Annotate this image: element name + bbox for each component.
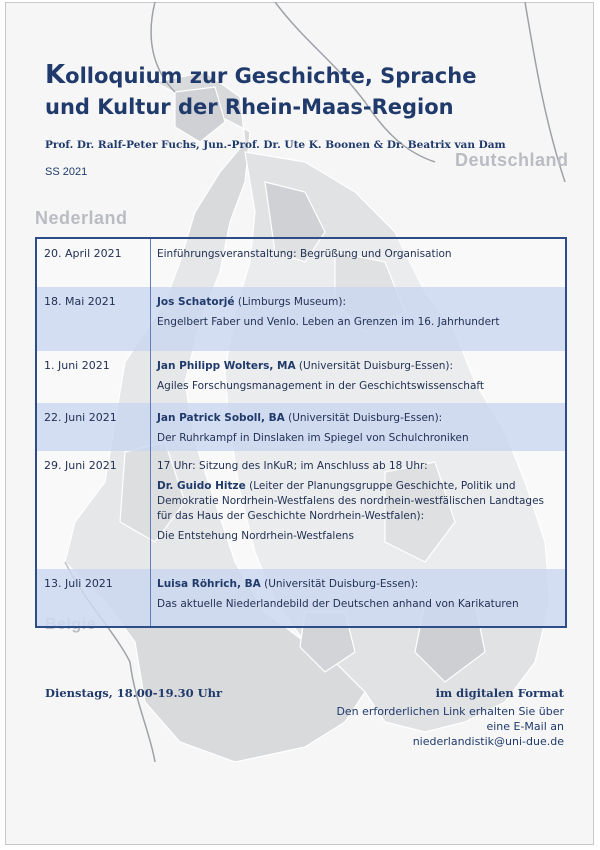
speaker-name: Jos Schatorjé [157,296,235,308]
title-initial: K [45,60,66,90]
row-date: 29. Juni 2021 [44,459,117,472]
row-date: 22. Juni 2021 [44,411,117,424]
talk-title: Das aktuelle Niederlandebild der Deutschen anhand von Karikaturen [157,598,519,610]
speaker-affiliation: (Leiter der Planungsgruppe Geschichte, Politik und Demokratie Nordrhein-Westfalens des nordrhein-westfälischen Landtages für das Haus der Geschichte Nordrhein-Westfalen): [157,480,545,522]
program-table [35,237,567,628]
row-content [157,247,557,262]
semester: SS 2021 [45,166,88,178]
talk-title: Der Ruhrkampf in Dinslaken im Spiegel von Schulchroniken [157,432,469,444]
title-line2: und Kultur der Rhein-Maas-Region [45,95,454,119]
row-date: 20. April 2021 [44,247,122,260]
country-label-deutschland: Deutschland [455,150,569,170]
row-content [157,411,557,446]
speaker-affiliation: (Limburgs Museum): [234,296,347,308]
table-row [37,403,565,451]
row-content [157,577,557,612]
session-note: 17 Uhr: Sitzung des InKuR; im Anschluss ab 18 Uhr: [157,460,428,472]
speaker-name: Luisa Röhrich, BA [157,578,261,590]
format-info [304,686,564,749]
row-content [157,459,557,544]
row-content [157,359,557,394]
column-divider [150,239,151,626]
email-address[interactable]: niederlandistik@uni-due.de [412,735,564,748]
talk-title: Einführungsveranstaltung: Begrüßung und Organisation [157,248,452,260]
row-date: 13. Juli 2021 [44,577,113,590]
title-line1: olloquium zur Geschichte, Sprache [65,64,477,88]
talk-title: Agiles Forschungsmanagement in der Geschichtswissenschaft [157,380,485,392]
table-row [37,351,565,403]
authors: Prof. Dr. Ralf-Peter Fuchs, Jun.-Prof. Dr. Ute K. Boonen & Dr. Beatrix van Dam [45,139,506,151]
speaker-affiliation: (Universität Duisburg-Essen): [260,578,419,590]
speaker-name: Dr. Guido Hitze [157,480,246,492]
speaker-affiliation: (Universität Duisburg-Essen): [284,412,443,424]
table-row [37,569,565,626]
talk-title: Die Entstehung Nordrhein-Westfalens [157,530,354,542]
table-row [37,239,565,287]
table-row [37,451,565,569]
speaker-affiliation: (Universität Duisburg-Essen): [295,360,454,372]
format-label: im digitalen Format [435,686,564,700]
row-date: 1. Juni 2021 [44,359,110,372]
country-label-nederland: Nederland [35,208,128,228]
speaker-name: Jan Philipp Wolters, MA [157,360,296,372]
talk-title: Engelbert Faber und Venlo. Leben an Grenzen im 16. Jahrhundert [157,316,500,328]
speaker-name: Jan Patrick Soboll, BA [157,412,285,424]
row-date: 18. Mai 2021 [44,295,116,308]
info-line-2: eine E-Mail an [486,720,564,733]
table-row [37,287,565,351]
session-time: Dienstags, 18.00-19.30 Uhr [45,686,223,700]
info-line-1: Den erforderlichen Link erhalten Sie über [336,705,564,718]
row-content [157,295,557,330]
poster-title [45,60,565,123]
